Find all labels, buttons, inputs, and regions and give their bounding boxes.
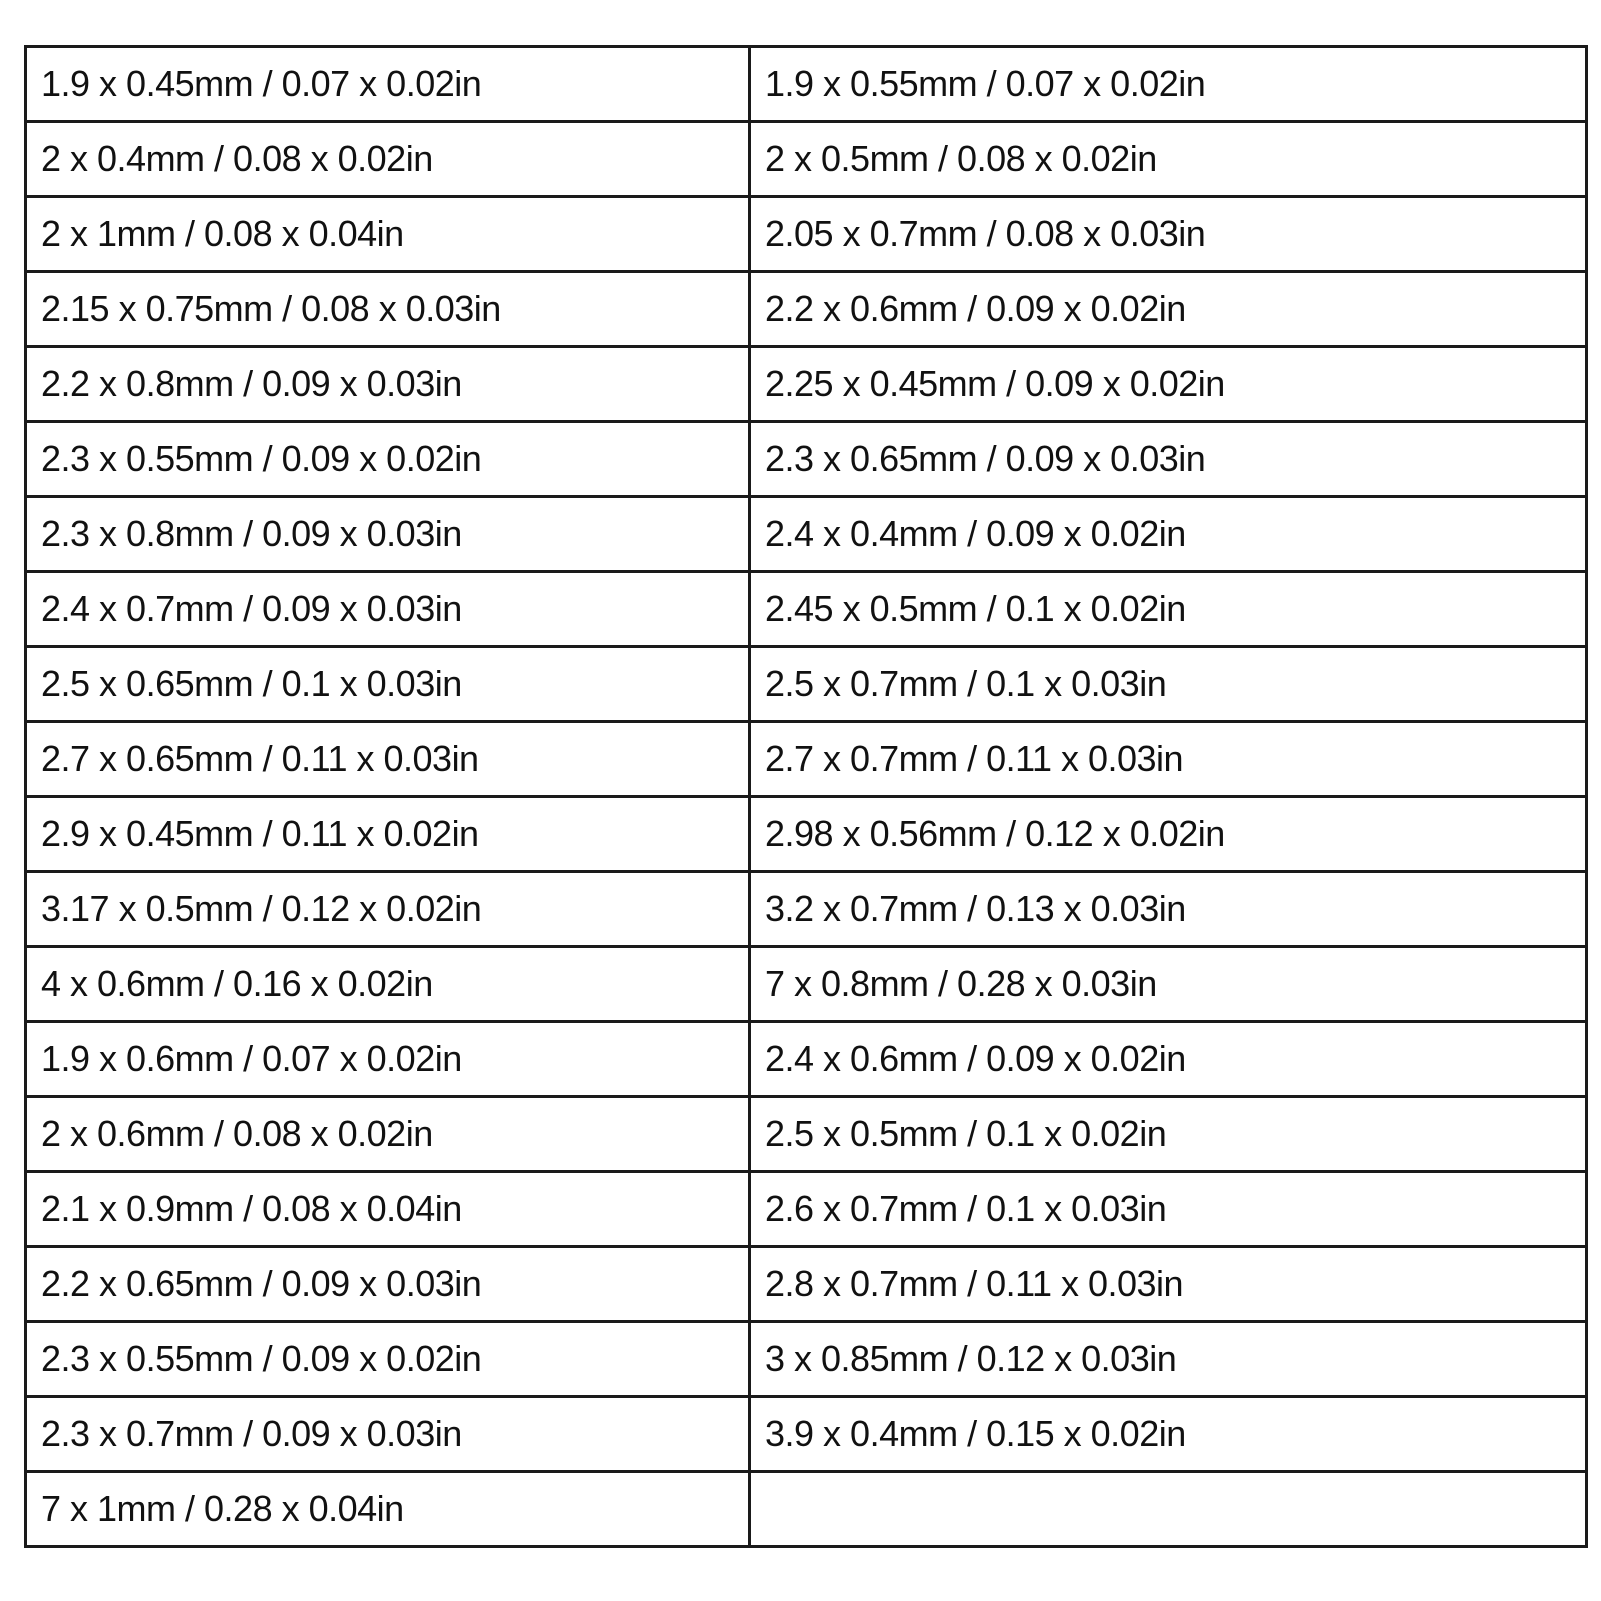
table-row xyxy=(26,1247,1587,1322)
table-cell-right: 2.2 x 0.6mm / 0.09 x 0.02in xyxy=(750,272,1587,347)
table-cell-right: 2.6 x 0.7mm / 0.1 x 0.03in xyxy=(750,1172,1587,1247)
table-cell-left: 2.3 x 0.8mm / 0.09 x 0.03in xyxy=(26,497,750,572)
table-row xyxy=(26,197,1587,272)
table-cell-left: 2.3 x 0.7mm / 0.09 x 0.03in xyxy=(26,1397,750,1472)
table-cell-left: 2.3 x 0.55mm / 0.09 x 0.02in xyxy=(26,422,750,497)
table-row xyxy=(26,1097,1587,1172)
table-cell-right: 2.7 x 0.7mm / 0.11 x 0.03in xyxy=(750,722,1587,797)
table-cell-left: 4 x 0.6mm / 0.16 x 0.02in xyxy=(26,947,750,1022)
table-row xyxy=(26,872,1587,947)
table-row xyxy=(26,422,1587,497)
table-cell-right: 2.5 x 0.5mm / 0.1 x 0.02in xyxy=(750,1097,1587,1172)
table-row xyxy=(26,272,1587,347)
table-cell-right: 2.45 x 0.5mm / 0.1 x 0.02in xyxy=(750,572,1587,647)
table-row xyxy=(26,1397,1587,1472)
table-cell-right: 3 x 0.85mm / 0.12 x 0.03in xyxy=(750,1322,1587,1397)
table-cell-left: 2.4 x 0.7mm / 0.09 x 0.03in xyxy=(26,572,750,647)
table-row xyxy=(26,1172,1587,1247)
table-cell-left: 2.15 x 0.75mm / 0.08 x 0.03in xyxy=(26,272,750,347)
table-cell-left: 2.2 x 0.8mm / 0.09 x 0.03in xyxy=(26,347,750,422)
table-cell-right: 1.9 x 0.55mm / 0.07 x 0.02in xyxy=(750,47,1587,122)
table-cell-right: 2.4 x 0.4mm / 0.09 x 0.02in xyxy=(750,497,1587,572)
table-cell-left: 2.7 x 0.65mm / 0.11 x 0.03in xyxy=(26,722,750,797)
table-cell-right: 3.2 x 0.7mm / 0.13 x 0.03in xyxy=(750,872,1587,947)
table-cell-left: 1.9 x 0.45mm / 0.07 x 0.02in xyxy=(26,47,750,122)
table-cell-left: 7 x 1mm / 0.28 x 0.04in xyxy=(26,1472,750,1547)
table-row xyxy=(26,1322,1587,1397)
table-cell-right: 2.4 x 0.6mm / 0.09 x 0.02in xyxy=(750,1022,1587,1097)
table-cell-right: 2.98 x 0.56mm / 0.12 x 0.02in xyxy=(750,797,1587,872)
table-cell-left: 2.3 x 0.55mm / 0.09 x 0.02in xyxy=(26,1322,750,1397)
size-table xyxy=(24,45,1588,1548)
table-row xyxy=(26,572,1587,647)
table-cell-left: 2.1 x 0.9mm / 0.08 x 0.04in xyxy=(26,1172,750,1247)
table-cell-right: 7 x 0.8mm / 0.28 x 0.03in xyxy=(750,947,1587,1022)
table-cell-left: 1.9 x 0.6mm / 0.07 x 0.02in xyxy=(26,1022,750,1097)
table-row xyxy=(26,647,1587,722)
table-cell-right xyxy=(750,1472,1587,1547)
table-cell-left: 2 x 0.4mm / 0.08 x 0.02in xyxy=(26,122,750,197)
table-cell-left: 2.2 x 0.65mm / 0.09 x 0.03in xyxy=(26,1247,750,1322)
table-cell-left: 2 x 1mm / 0.08 x 0.04in xyxy=(26,197,750,272)
table-row xyxy=(26,722,1587,797)
table-row xyxy=(26,47,1587,122)
table-row xyxy=(26,947,1587,1022)
table-row xyxy=(26,122,1587,197)
table-cell-right: 2.05 x 0.7mm / 0.08 x 0.03in xyxy=(750,197,1587,272)
table-row xyxy=(26,347,1587,422)
table-cell-right: 2.5 x 0.7mm / 0.1 x 0.03in xyxy=(750,647,1587,722)
table-cell-right: 3.9 x 0.4mm / 0.15 x 0.02in xyxy=(750,1397,1587,1472)
table-cell-right: 2.8 x 0.7mm / 0.11 x 0.03in xyxy=(750,1247,1587,1322)
size-table-body xyxy=(26,47,1587,1547)
table-row xyxy=(26,497,1587,572)
table-row xyxy=(26,1022,1587,1097)
table-row xyxy=(26,797,1587,872)
table-cell-left: 2 x 0.6mm / 0.08 x 0.02in xyxy=(26,1097,750,1172)
table-cell-left: 3.17 x 0.5mm / 0.12 x 0.02in xyxy=(26,872,750,947)
table-cell-right: 2 x 0.5mm / 0.08 x 0.02in xyxy=(750,122,1587,197)
table-row xyxy=(26,1472,1587,1547)
table-cell-left: 2.5 x 0.65mm / 0.1 x 0.03in xyxy=(26,647,750,722)
table-cell-right: 2.25 x 0.45mm / 0.09 x 0.02in xyxy=(750,347,1587,422)
table-cell-left: 2.9 x 0.45mm / 0.11 x 0.02in xyxy=(26,797,750,872)
table-cell-right: 2.3 x 0.65mm / 0.09 x 0.03in xyxy=(750,422,1587,497)
